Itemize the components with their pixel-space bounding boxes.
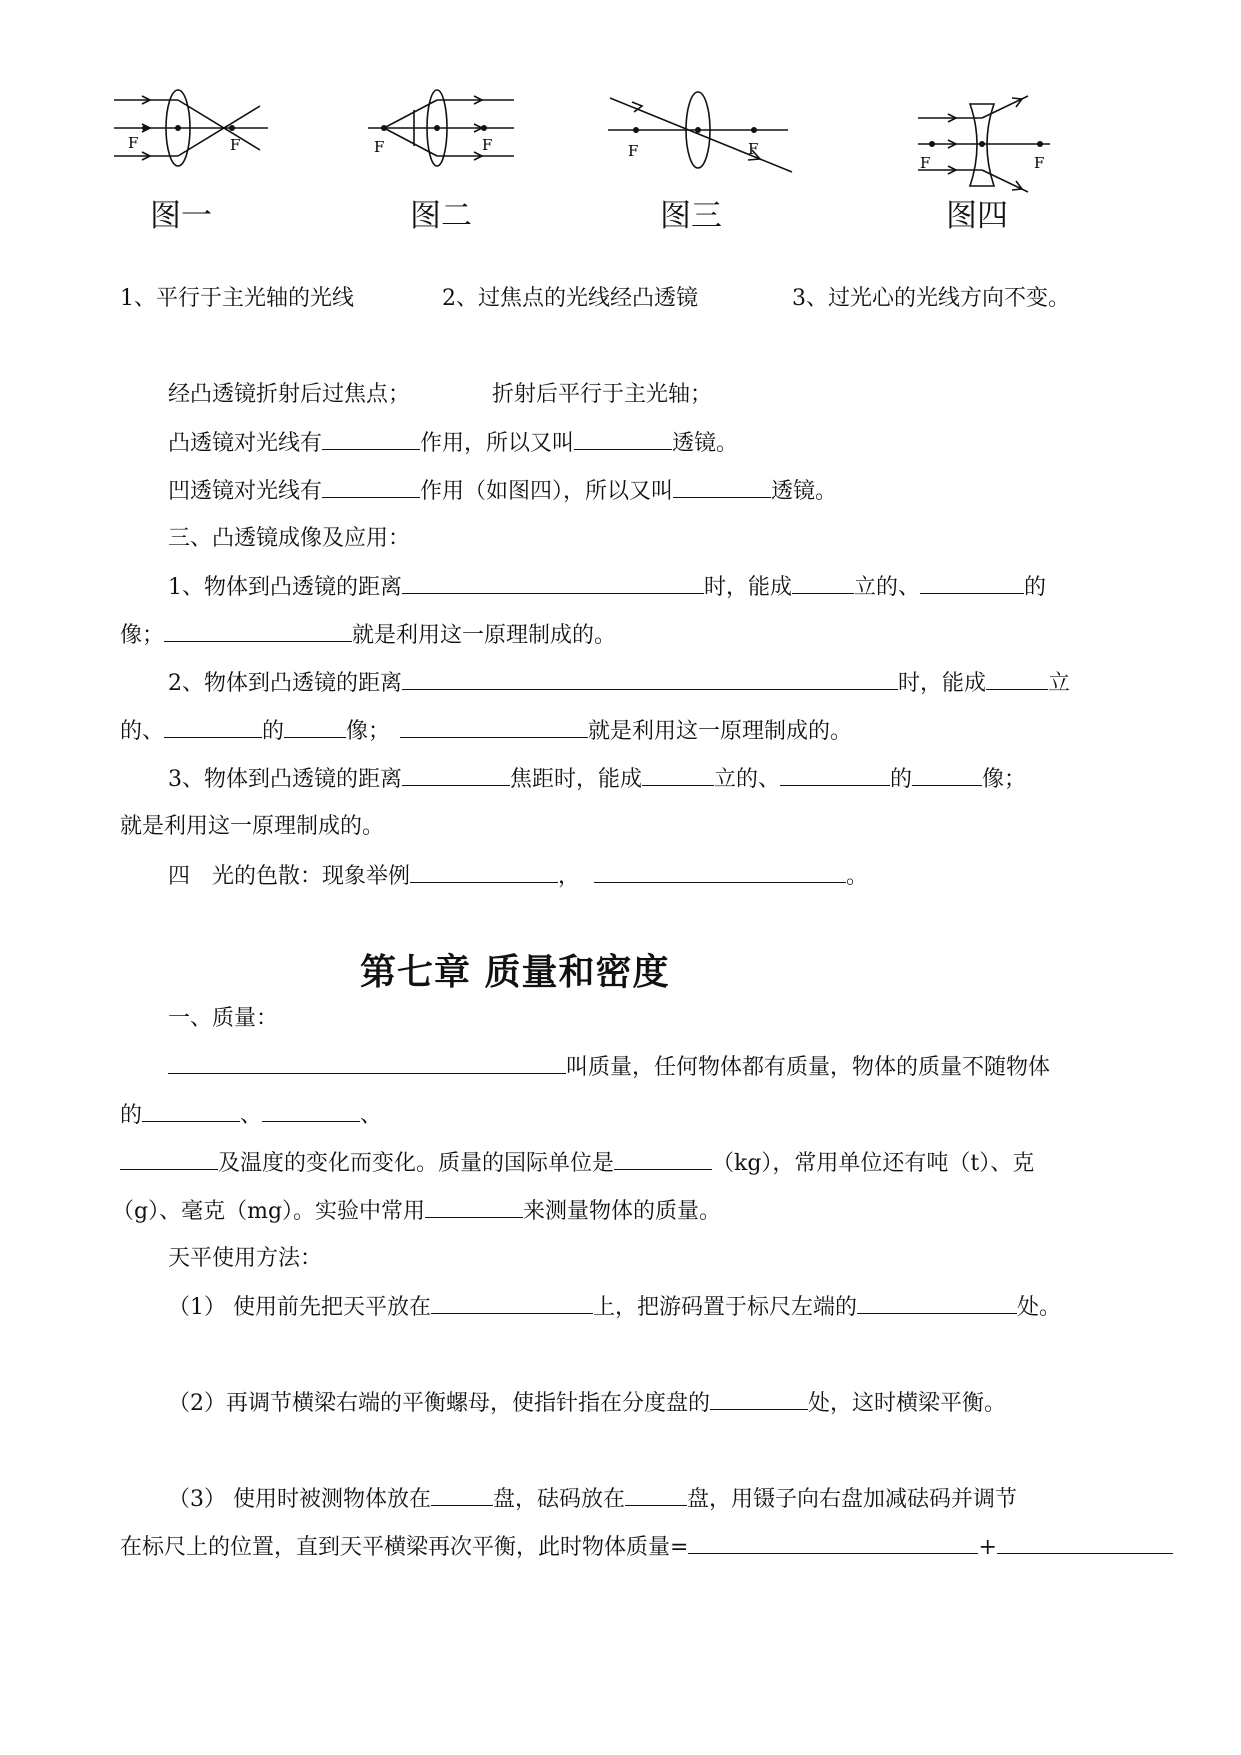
answer-blank[interactable] — [997, 1533, 1173, 1554]
mass-definition-line-2: 的 、 、 — [120, 1103, 383, 1128]
answer-blank[interactable] — [594, 862, 846, 883]
dispersion-line: 四 光的色散：现象举例 ， 。 — [168, 864, 869, 889]
answer-blank[interactable] — [322, 429, 420, 450]
answer-blank[interactable] — [402, 669, 898, 690]
figure-4-caption: 图四 — [946, 198, 1008, 234]
rule-1: 1、平行于主光轴的光线 — [120, 286, 354, 311]
rule-2: 2、过焦点的光线经凸透镜 — [442, 286, 698, 311]
balance-step-2: （2）再调节横梁右端的平衡螺母，使指针指在分度盘的 处，这时横梁平衡。 — [168, 1391, 1007, 1416]
focus-label: F — [482, 136, 493, 154]
answer-blank[interactable] — [164, 717, 262, 738]
imaging-item-2: 2、物体到凸透镜的距离 时，能成 立 — [168, 671, 1071, 696]
figure-2-caption: 图二 — [410, 198, 472, 234]
answer-blank[interactable] — [642, 765, 714, 786]
balance-step-3: （3） 使用时被测物体放在 盘，砝码放在 盘，用镊子向右盘加减砝码并调节 — [168, 1487, 1018, 1512]
imaging-item-3: 3、物体到凸透镜的距离 焦距时，能成 立的、 的 像； — [168, 767, 1027, 792]
answer-blank[interactable] — [402, 573, 704, 594]
answer-blank[interactable] — [688, 1533, 978, 1554]
imaging-item-1: 1、物体到凸透镜的距离 时，能成 立的、 的 — [168, 575, 1047, 600]
rule-3: 3、过光心的光线方向不变。 — [792, 286, 1070, 311]
concave-lens-line: 凹透镜对光线有 作用（如图四），所以又叫 透镜。 — [168, 479, 838, 504]
figure-1-convex-parallel-rays — [108, 88, 298, 188]
section-mass-heading: 一、质量： — [168, 1006, 279, 1031]
figure-3-optical-center-ray — [606, 88, 796, 188]
answer-blank[interactable] — [912, 765, 982, 786]
focus-label: F — [230, 136, 241, 154]
answer-blank[interactable] — [986, 669, 1048, 690]
answer-blank[interactable] — [400, 717, 588, 738]
focus-label: F — [128, 134, 139, 152]
answer-blank[interactable] — [574, 429, 672, 450]
rule-2-continuation: 折射后平行于主光轴； — [492, 382, 713, 407]
answer-blank[interactable] — [673, 477, 771, 498]
balance-step-3-cont: 在标尺上的位置，直到天平横梁再次平衡，此时物体质量= + — [120, 1533, 1173, 1562]
answer-blank[interactable] — [322, 477, 420, 498]
focus-label: F — [1034, 154, 1045, 172]
answer-blank[interactable] — [431, 1293, 593, 1314]
imaging-item-1-cont: 像； 就是利用这一原理制成的。 — [120, 623, 617, 648]
answer-blank[interactable] — [168, 1053, 566, 1074]
answer-blank[interactable] — [431, 1485, 493, 1506]
imaging-item-2-cont: 的、 的 像； 就是利用这一原理制成的。 — [120, 719, 853, 744]
answer-blank[interactable] — [262, 1101, 360, 1122]
answer-blank[interactable] — [780, 765, 890, 786]
focus-label: F — [374, 138, 385, 156]
focus-label: F — [748, 140, 759, 158]
answer-blank[interactable] — [402, 765, 510, 786]
answer-blank[interactable] — [410, 862, 558, 883]
figure-2-convex-focus-rays — [364, 88, 524, 188]
answer-blank[interactable] — [120, 1149, 218, 1170]
figure-4-concave-lens — [914, 88, 1064, 198]
answer-blank[interactable] — [614, 1149, 712, 1170]
answer-blank[interactable] — [710, 1389, 808, 1410]
figure-1-caption: 图一 — [150, 198, 212, 234]
rule-1-continuation: 经凸透镜折射后过焦点； — [168, 382, 411, 407]
balance-step-1: （1） 使用前先把天平放在 上，把游码置于标尺左端的 处。 — [168, 1295, 1062, 1320]
chapter-title: 第七章 质量和密度 — [360, 952, 670, 993]
figure-3-caption: 图三 — [660, 198, 722, 234]
convex-lens-line: 凸透镜对光线有 作用，所以又叫 透镜。 — [168, 431, 739, 456]
mass-definition-line-4: （g）、毫克（mg）。实验中常用 来测量物体的质量。 — [112, 1199, 722, 1224]
answer-blank[interactable] — [142, 1101, 240, 1122]
focus-label: F — [628, 142, 639, 160]
answer-blank[interactable] — [792, 573, 854, 594]
answer-blank[interactable] — [625, 1485, 687, 1506]
mass-definition-line: 叫质量，任何物体都有质量，物体的质量不随物体 — [168, 1053, 1050, 1082]
imaging-item-3-cont: 就是利用这一原理制成的。 — [120, 814, 385, 839]
answer-blank[interactable] — [920, 573, 1024, 594]
imaging-heading: 三、凸透镜成像及应用： — [168, 526, 411, 551]
answer-blank[interactable] — [164, 621, 352, 642]
answer-blank[interactable] — [857, 1293, 1017, 1314]
balance-heading: 天平使用方法： — [168, 1246, 323, 1271]
mass-definition-line-3: 及温度的变化而变化。质量的国际单位是 （kg），常用单位还有吨（t）、克 — [120, 1149, 1034, 1178]
answer-blank[interactable] — [284, 717, 346, 738]
answer-blank[interactable] — [425, 1197, 523, 1218]
focus-label: F — [920, 154, 931, 172]
